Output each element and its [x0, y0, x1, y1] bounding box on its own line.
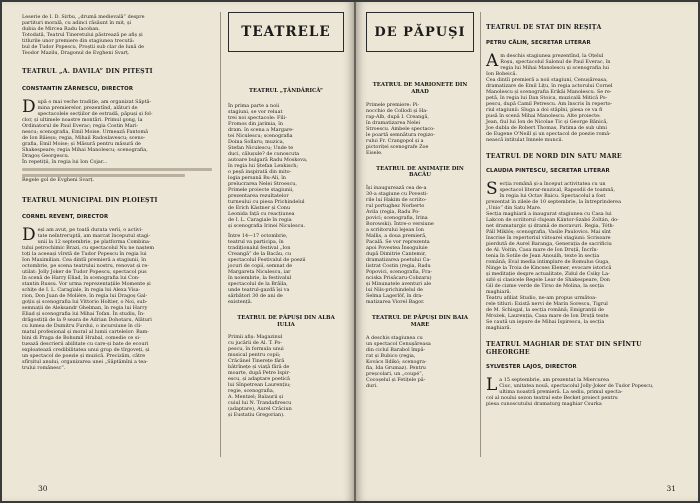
right-page	[356, 2, 698, 501]
text-line: lui Nils-prichindelul de	[366, 287, 423, 294]
text-line: a 15 septembrie, am prezentat la Miercurea	[499, 377, 609, 384]
text-line: un spectacol Cenușăreasa	[366, 340, 431, 347]
text-line: Pacală. Se vor reprezenta	[366, 239, 430, 246]
text-line: un spectacol de poezie și muzică. Precizăm, către	[22, 353, 146, 360]
text-line: Cea dintîi premieră a noii stagiuni, Cenușăreasa,	[486, 76, 608, 83]
text-line: schițe de I. L. Caragiale, în regia lui Alexa Visa-	[22, 287, 141, 294]
text-line: Páll Miklós; scenografia, Vasile Paulovics. Mai sînt	[486, 229, 611, 236]
text-line: unii la 12 septembrie, pe platforma Combina-	[37, 239, 151, 246]
intro-text	[22, 14, 212, 56]
section-heading-tandarica: TEATRUL „ȚĂNDĂRICĂ”	[249, 88, 323, 94]
text-line: logia persană Bu-Ali, în	[228, 174, 286, 181]
text-line: prelucrarea Nelei Stroescu,	[228, 180, 297, 187]
text-line: A deschis stagiunea cu	[366, 334, 423, 341]
dropcap: A	[486, 50, 499, 71]
text-line: matizarea Viorel Bagor.	[366, 299, 425, 306]
text-line: tei Niculescu; scenografia	[228, 132, 293, 139]
text-line: Popovici, scenografia, Fra-	[366, 269, 433, 276]
text-line: dramatizare de Emil Lițu, în regia actorului Cornel	[486, 82, 613, 89]
dropcap: L	[486, 375, 498, 396]
text-line: ultima noastră premieră. La sediu, primul specta-	[499, 389, 623, 396]
left-column-2	[228, 2, 344, 418]
text-line: musical pentru copii;	[228, 352, 281, 359]
section-body-tandarica	[228, 103, 344, 305]
text-line: rat și Bubico (regia,	[366, 352, 416, 359]
text-line: regia lui Mihai Manolescu și scenografia lui	[500, 64, 609, 71]
text-line: după Dimitrie Cantemir,	[366, 251, 427, 258]
text-line: sărbători 30 de ani de	[228, 292, 283, 299]
text-line: dram. în scena a Margare-	[228, 126, 294, 133]
text-line: În repetiții, în regia lui Ion Cojar...	[22, 158, 108, 165]
banner-title-right: DE PĂPUȘI	[374, 24, 466, 40]
text-line: (adaptare), Aurel Crăciun	[228, 406, 292, 413]
text-line: partituri morală, cu adinci răsăunt în mit, și	[22, 20, 132, 26]
text-line: unde teatrul-gazdă își va	[228, 286, 290, 293]
text-line: upă o mai veche tradiție, am organizat Săptă-	[37, 98, 152, 105]
text-line: de Al. Voitin, Casa mare de Ion Druță, Încrîn-	[486, 247, 599, 254]
right-column-1	[366, 2, 474, 389]
text-line: bini di Praga de Bohumil Hrabal, comedie ce si-	[22, 335, 141, 342]
text-line: Mallis, a doua premieră,	[366, 233, 427, 240]
text-line: bătrînețe și viață fără de	[228, 364, 290, 371]
text-line: toți la aceeași vîrstă de Tudor Popescu în regia lui	[22, 251, 147, 258]
text-line: maghiară.	[486, 289, 512, 296]
text-line: Între 14—17 octombrie,	[228, 232, 288, 239]
text-line: pierdută de Aurel Baranga, Generația de sacrificiu	[486, 241, 612, 248]
section-heading-satu-mare: TEATRUL DE NORD DIN SATU MARE	[486, 152, 622, 160]
text-line: duri.	[366, 382, 378, 389]
text-line: szló și clasicele Regele Lear de Shakespeare, Don	[486, 277, 610, 284]
text-line: Cocoșelul și Fetițele pă-	[366, 376, 426, 383]
teatrele-box	[228, 12, 344, 52]
text-line: povici; scenografia, Irina	[366, 215, 428, 222]
byline-ploiesti: CORNEL REVENT, DIRECTOR	[22, 214, 109, 221]
text-line: le poartă semnătura regizo-	[366, 131, 435, 138]
text-line: Secția maghiară a inaugurat stagiunea cu Casa lui	[486, 211, 612, 218]
text-line: Își inaugurează cea de-a	[366, 185, 427, 192]
text-line: În prima parte a noii	[228, 102, 280, 109]
section-heading-arad: TEATRUL DE MARIONETE DIN ARAD	[372, 82, 468, 95]
text-line: Leserie de I. D. Sirbu, „drumă medievală” despre	[22, 14, 145, 20]
text-line: o peșă inspirată din mito-	[228, 168, 292, 175]
dropcap: D	[22, 96, 36, 117]
text-line: escu, și adaptare poetică	[228, 376, 290, 383]
text-line: Joe dubla de Robert Thomas, Patima de sub ulmi	[486, 124, 607, 131]
text-line: stantin Russu. Vor urma reprezentațiile Momente și	[22, 281, 151, 288]
magazine-spread	[2, 2, 698, 501]
column-divider	[220, 12, 221, 457]
text-line: net dramaturgic și dramă de moravuri. Regia, Tóth-	[486, 223, 615, 230]
text-line: listrat Costin (regia, Radu	[366, 263, 431, 270]
text-line: autoare bulgară Radu Moskova,	[228, 156, 308, 163]
text-line: tate neîntreruptă, am marcat începutul stagi-	[37, 233, 151, 240]
text-line: cu lumea de Dumitru Furdui, o incursiune în cli-	[22, 323, 142, 330]
text-line: Primele proiecte stagiunii,	[228, 186, 294, 193]
section-body-satu-mare	[486, 181, 684, 331]
text-line: rului Fr. Crangopol și a	[366, 137, 424, 144]
text-line: Eisele.	[366, 149, 383, 156]
text-line: Ion Bobeică.	[486, 70, 517, 77]
text-line: Se caută un iepure de Mihai Ispirescu, la secția	[486, 319, 605, 326]
section-heading-baia-mare: TEATRUL DE PĂPUȘI DIN BAIA MARE	[371, 315, 469, 328]
text-line: drăgostiții de la 9 seara de Adrian Dohotaru, Alături	[22, 317, 152, 324]
text-line: Roșu, spectacolul Salonul de Paul Everac, în	[500, 58, 611, 65]
text-line: Dragoș Georgescu.	[22, 152, 70, 159]
text-line: Eliad și scenografia lui Mihai Tofan. În studiu, În-	[22, 311, 145, 318]
section-heading-pitesti: TEATRUL „A. DAVILA” DIN PITEȘTI	[22, 68, 153, 75]
text-line: jocuri de copii, semnat de	[228, 262, 293, 269]
text-line: Teatru afiliat Studio, ne-am propus următoa-	[486, 295, 597, 302]
text-line: Creangă” de la Bacău, cu	[228, 250, 292, 257]
page-number-left: 30	[38, 484, 48, 493]
text-line: rul portughez Norberto	[366, 203, 425, 210]
section-body-pitesti	[22, 96, 212, 183]
text-line: Selma Lagerlöf, în dra-	[366, 293, 424, 300]
text-line: m deschis stagiunea prezentînd, la Oțelul	[500, 52, 604, 59]
text-line: A. Mentzel; Balaurii și	[228, 394, 284, 401]
text-line: pescu, după Camil Petrescu. Am înscris în reperto-	[486, 100, 613, 107]
text-line: Leonida față cu reacțiunea	[228, 210, 295, 217]
text-line: Margareta Niculescu, iar	[228, 268, 291, 275]
text-line: Stroescu. Ambele spectaco-	[366, 125, 435, 132]
byline-resita: PETRU CĂLIN, SECRETAR LITERAR	[486, 39, 591, 46]
text-line: col al noului sezon teatral este Becket proiect pentru	[486, 395, 618, 402]
text-line: rile lui Hakim de scriito-	[366, 197, 427, 204]
text-line: Ștefan Niculescu; Unde te	[228, 144, 294, 151]
byline-sfintu-gheorghe: SYLVESTER LAJOS, DIRECTOR	[486, 364, 577, 371]
text-line: fia, Ida Grumaz). Pentru	[366, 364, 426, 371]
page-number-right: 31	[666, 484, 676, 493]
text-line: grafia, Emil Moise; și Măsură pentru măsură de	[22, 140, 141, 147]
text-line: Teodor Mazilu, Dragonul de Evgheni Svarț.	[22, 50, 130, 56]
text-line: existență.	[228, 298, 253, 305]
text-line: turneului cu piesa Prichindelul	[228, 198, 305, 205]
text-line: Ávila (regia, Radu Po-	[366, 209, 420, 216]
text-line: de Ion Băieșu; regia, Mihail Radoslavescu; sceno-	[22, 134, 146, 141]
text-line: și Eustatiu Gregorian).	[228, 412, 285, 419]
text-line: tradiționalul festival „Ion	[228, 244, 291, 251]
text-line: tenia în Sotile de Jean Anouilh, texte în secția	[486, 253, 600, 260]
text-line: semnații de Aleksandr Ghelman, în regia lui Harry	[22, 305, 148, 312]
section-body-sfintu-gheorghe	[486, 377, 684, 407]
text-line: dubia de Mircea Radu Iacoban.	[22, 26, 100, 32]
text-line: Kovács Ildikó; scenogra-	[366, 358, 427, 365]
text-line: rele titluri: Există nervi de Marin Sorescu, Tigrul	[486, 301, 608, 308]
text-line: Ciuc, unitatea nouă, spectacolul Jolly-Joker de Tudor Popescu,	[499, 383, 654, 390]
text-line: exploatează credibilitatea unui grup de tîrgoveți, și	[22, 347, 150, 354]
text-line: nescu; scenografia, Emil Moise. Urmează Fantomă	[22, 128, 149, 135]
text-line: în noiembrie, la festivalul	[228, 274, 292, 281]
text-line: duci, călușule? de cunoscuta	[228, 150, 300, 157]
section-body-resita	[486, 50, 684, 143]
text-line: clor, și ultimele noastre montări. Primul gong, la	[22, 116, 143, 123]
text-line: „Unio” din Satu Mare.	[486, 205, 542, 212]
byline-satu-mare: CLAUDIA PINTESCU, SECRETAR LITERAR	[486, 168, 610, 175]
text-line: a scriitorului lejean Ion	[366, 227, 424, 234]
text-line: Borowski). Între-o versiune	[366, 221, 434, 228]
dropcap: S	[486, 179, 498, 200]
section-body-alba-iulia	[228, 334, 344, 418]
text-line: nocchio de Collodi și Ha-	[366, 107, 428, 114]
left-column-1	[22, 2, 212, 371]
text-line: pusă în scenă Mihai Manolescu. Alte proiecte:	[486, 112, 601, 119]
text-line: spectacolele secțiilor de estradă, păpuși și fol-	[37, 110, 153, 117]
text-line: utilat: Jolly Joker de Tudor Popescu, spectacol pus	[22, 269, 147, 276]
section-body-ploiesti	[22, 227, 212, 371]
section-heading-ploiesti: TEATRUL MUNICIPAL DIN PLOIEȘTI	[22, 196, 158, 204]
text-line: de M. Schisgal, la secția română; Emigranții de	[486, 307, 604, 314]
text-line: spectacolul Festivalul de poezii	[228, 256, 306, 263]
text-line: mina premierelor, prezentînd, alături de	[37, 104, 138, 111]
text-line: română; Eval media intimplare de Romulus Guga,	[486, 259, 610, 266]
text-line: nciska Prisăcaru-Cobzaru)	[366, 275, 432, 282]
column-divider	[480, 12, 481, 457]
text-line: în dramatizarea Nelei	[366, 119, 421, 126]
text-line: spectacol literar-muzical, Rapsodii de toamnă,	[499, 187, 615, 194]
section-heading-bacau: TEATRUL DE ANIMAȚIE DIN BACĂU	[376, 165, 464, 179]
text-line: 30-a stagiune cu Povesti-	[366, 191, 429, 198]
section-body-bacau	[366, 185, 474, 305]
text-line: Ninge la Troia de Kincses Elemer, evocare istorică	[486, 265, 612, 272]
text-line: titlurile unor premiere din stagiunea trecută:	[22, 38, 135, 44]
text-line: în regia lui Ștefan Lenkisch;	[228, 162, 299, 169]
section-heading-alba-iulia: TEATRUL DE PĂPUȘI DIN ALBA IULIA	[237, 314, 335, 328]
text-line: matul profesional și moral al lumii cartelelor: Bam-	[22, 329, 149, 336]
text-line: cu jucării de Al. T. Po-	[228, 340, 282, 347]
text-line: octombrie, pe scena teatrului nostru, renovat și re-	[22, 263, 149, 270]
text-line: tului petrochimic Brazi, cu spectacolul Nu ne naștem	[22, 245, 155, 252]
text-line: teatrul va participa, în	[228, 238, 284, 245]
text-line: rap-Alb, după I. Creangă,	[366, 113, 429, 120]
text-line: Doina Sollaru; muzica,	[228, 138, 285, 145]
dropcap: D	[22, 225, 36, 246]
text-line: pescu, în formula unui	[228, 346, 284, 353]
banner-title-left: TEATRELE	[241, 24, 331, 40]
text-line: de Eugene O'Neill și un spectacol de poezie româ-	[486, 130, 611, 137]
text-line: trei noi spectacole: Fili-	[228, 114, 287, 121]
text-line: preșcolari, un „coupé”,	[366, 370, 424, 377]
text-line: Regele gol de Evgheni Svarț.	[22, 176, 95, 183]
illegible-text	[22, 168, 212, 176]
text-line: dramatizarea poetului Ca-	[366, 257, 431, 264]
text-line: rion, Don Juan de Molière, în regia lui Dragoș Gal-	[22, 293, 148, 300]
text-line: Ion Maximilian. Cea dintîi premieră a stagiunii, în	[22, 257, 147, 264]
text-line: și Minunatele aventuri ale	[366, 281, 432, 288]
text-line: sfîrșitul anului, organizarea unei „Săptămîni a tea-	[22, 359, 148, 366]
text-line: pictoriței scenografe Zoe	[366, 143, 429, 150]
text-line: Ordinatorul de Paul Everac; regia Costin Mari-	[22, 122, 139, 129]
text-line: prezentat în zilele de 10 septembrie, la întreprinderea	[486, 199, 621, 206]
text-line: prezentarea rezultatelor	[228, 192, 289, 199]
text-line: și scenografia Irinei Niculescu.	[228, 222, 306, 229]
text-line: și meditație despre actualitate, Zidul de Csiky La-	[486, 271, 610, 278]
text-line: în scenă de Harry Eliad, în scenografia lui Con-	[22, 275, 140, 282]
text-line: trului românesc”.	[22, 365, 66, 372]
text-line: Lakcon de scriitorul clujean Kántor-Szabó Zoltán, do-	[486, 217, 619, 224]
text-line: Jean, fiul lui Ion de Nicolae Tic și George Bănică,	[486, 118, 608, 125]
text-line: înscrise în repertoriul viitoarei stagiuni: Scrisoare	[486, 235, 611, 242]
byline-pitesti: CONSTANTIN ZĂRNESCU, DIRECTOR	[22, 85, 134, 92]
text-line: apoi Povestea Însoguluie	[366, 245, 428, 252]
text-line: maghiară.	[486, 325, 512, 332]
text-line: lui Sînpetrean Laurențiu;	[228, 382, 291, 389]
text-line: Fromos din jarimia, în	[228, 120, 283, 127]
text-line: din ciclul Barabol împă-	[366, 346, 426, 353]
text-line: petă, în regia lui Dan Stoica, muzicală Mitică Po-	[486, 94, 608, 101]
text-line: Totodată, Teatrul Tineretului păstrează pe afiș și	[22, 32, 143, 38]
section-body-baia-mare	[366, 335, 474, 389]
left-page	[2, 2, 354, 501]
text-line: moarte, după Petre Ispir-	[228, 370, 291, 377]
text-line: în regia lui Octav Baicu. Spectacolul a fost	[499, 193, 606, 200]
de-papusi-box	[366, 12, 474, 52]
text-line: de Erich Kästner și Conu	[228, 204, 291, 211]
section-body-arad	[366, 102, 474, 156]
section-heading-sfintu-gheorghe: TEATRUL MAGHIAR DE STAT DIN SFÎNTU GHEORGHE	[486, 341, 642, 356]
text-line: Crăcănel Tinerețe fără	[228, 358, 285, 365]
text-line: de I. L. Caragiale în regia	[228, 216, 292, 223]
text-line: goțiu și scenografia lui Vittorio Holtier, o Noi, sub-	[22, 299, 148, 306]
text-line: spectacolul de la Brăila,	[228, 280, 288, 287]
text-line: Shakespeare; regia Mihai Manolescu; scenografia,	[22, 146, 148, 153]
text-line: Primele premiere: Pi-	[366, 101, 420, 108]
text-line: Primii afiș: Magazinul	[228, 334, 283, 341]
text-line: eși am avut, pe toată durata verii, o activi-	[37, 227, 143, 234]
text-line: Mrożek, Laurenția, Casa mare de Ion Druță texte	[486, 313, 609, 320]
section-heading-resita: TEATRUL DE STAT DIN REȘIȚA	[486, 24, 602, 31]
text-line: bul de Tudor Popescu, Proștii sub clar de lună de	[22, 44, 145, 50]
text-line: stagiuni, se vor reluat	[228, 108, 283, 115]
text-line: nească intitulat Imnele muncii.	[486, 136, 564, 143]
text-line: tuează descrierii abilitate cu care-și bate de ecouri	[22, 341, 149, 348]
right-column-2	[486, 2, 684, 407]
text-line: Gil de cizme verde de Tirso de Molina, la secția	[486, 283, 604, 290]
text-line: ecția română și-a început activitatea cu un	[499, 181, 606, 188]
text-line: riul stagiunii: Sluga a doi stăpîni, piesa ce va fi	[486, 106, 603, 113]
text-line: regie, scenografia,	[228, 388, 275, 395]
text-line: Manolescu și scenografia Erikăi Manolescu. Se re-	[486, 88, 612, 95]
text-line: cuiul lui N. Trandafirescu	[228, 400, 292, 407]
text-line: piesa cunoscutului dramaturg maghiar Csurka	[486, 401, 602, 408]
